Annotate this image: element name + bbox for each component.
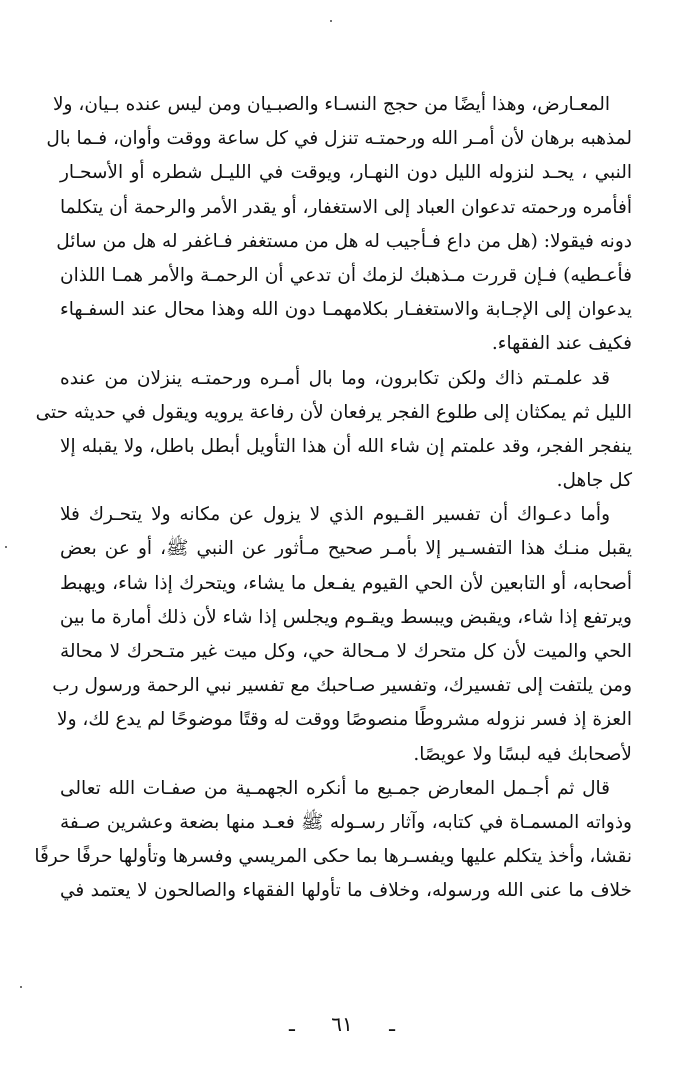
text-line: ومن يلتفت إلى تفسيرك، وتفسير صـاحبك مع تفسير نبي الرحمة ورسول رب (52, 675, 632, 697)
ink-speck (5, 546, 7, 548)
paragraph-2 (35, 362, 632, 499)
page-number: ٦١ (331, 1012, 353, 1036)
ink-speck (20, 986, 22, 988)
text-line: أصحابه، أو التابعين لأن الحي القيوم يفـعل ما يشاء، ويتحرك إذا شاء، ويهبط (60, 572, 632, 594)
text-line: قد علمـتم ذاك ولكن تكابرون، وما بال أمـره ورحمتـه ينزلان من عنده (60, 367, 610, 389)
text-line: وأما دعـواك أن تفسير القـيوم الذي لا يزول عن مكانه ولا يتحـرك فلا (60, 504, 610, 526)
text-line: دونه فيقولا: (هل من داع فـأجيب له هل من مستغفر فـاغفر له هل من سائل (56, 230, 632, 252)
text-line: نقشا، وأخذ يتكلم عليها ويفسـرها بما حكى المريسي وفسرها وتأولها حرفًا حرفًا (34, 846, 632, 868)
ink-speck (330, 20, 332, 22)
text-line: الليل ثم يمكثان إلى طلوع الفجر يرفعان لأن رفاعة يرويه ويقول في حديثه حتى (35, 401, 632, 423)
body-text (34, 88, 632, 909)
footer-dash-left: ـ (289, 1012, 295, 1036)
text-line: المعـارض، وهذا أيضًا من حجج النسـاء والصبـيان ومن ليس عنده بـيان، ولا (53, 94, 610, 115)
text-line: قال ثم أجـمل المعارض جمـيع ما أنكره الجهمـية من صفـات الله تعالى (60, 777, 610, 799)
paragraph-4 (34, 772, 632, 909)
text-line: يدعوان إلى الإجـابة والاستغفـار بكلامهمـا دون الله وهذا محال عند السفـهاء (60, 299, 632, 321)
text-line: لمذهبه برهان لأن أمـر الله ورحمتـه تنزل في كل ساعة ووقت وأوان، فـما بال (46, 128, 632, 150)
text-line: خلاف ما عنى الله ورسوله، وخلاف ما تأولها الفقهاء والصالحون لا يعتمد في (60, 880, 632, 902)
text-line: العزة إذ فسر نزوله مشروطًا منصوصًا ووقت له وقتًا موضوحًا لم يدع لك، ولا (57, 709, 632, 731)
paragraph-1 (46, 88, 632, 362)
text-line: يقبل منـك هذا التفسـير إلا بأمـر صحيح مـأثور عن النبي ﷺ، أو عن بعض (60, 538, 632, 560)
text-line: لأصحابك فيه لبسًا ولا عويصًا. (413, 743, 632, 765)
paragraph-3 (52, 498, 632, 772)
text-line: النبي ، يحـد لنزوله الليل دون النهـار، ويوقت في الليـل شطره أو الأسحـار (60, 162, 632, 184)
text-line: الحي والميت لأن كل متحرك لا مـحالة حي، وكل ميت غير متـحرك لا محالة (60, 641, 632, 662)
text-line: ينفجر الفجر، وقد علمتم إن شاء الله أن هذا التأويل أبطل باطل، ولا يقبله إلا (60, 435, 632, 457)
text-line: فكيف عند الفقهاء. (491, 333, 632, 355)
text-line: ويرتفع إذا شاء، ويقبض ويبسط ويقـوم ويجلس إذا شاء لأن ذلك أمارة ما بين (59, 606, 632, 628)
text-line: كل جاهل. (556, 470, 632, 492)
text-line: وذواته المسمـاة في كتابه، وآثار رسـوله ﷺ فعـد منها بضعة وعشرين صـفة (60, 811, 632, 833)
footer-dash-right: ـ (389, 1012, 395, 1036)
page-footer (0, 1012, 684, 1036)
text-line: أفأمره ورحمته تدعوان العباد إلى الاستغفار، أو يقدر الأمر والرحمة أن يتكلما (60, 196, 632, 218)
text-line: فأعـطيه) فـإن قررت مـذهبك لزمك أن تدعي أن الرحمـة والأمر همـا اللذان (60, 264, 632, 286)
